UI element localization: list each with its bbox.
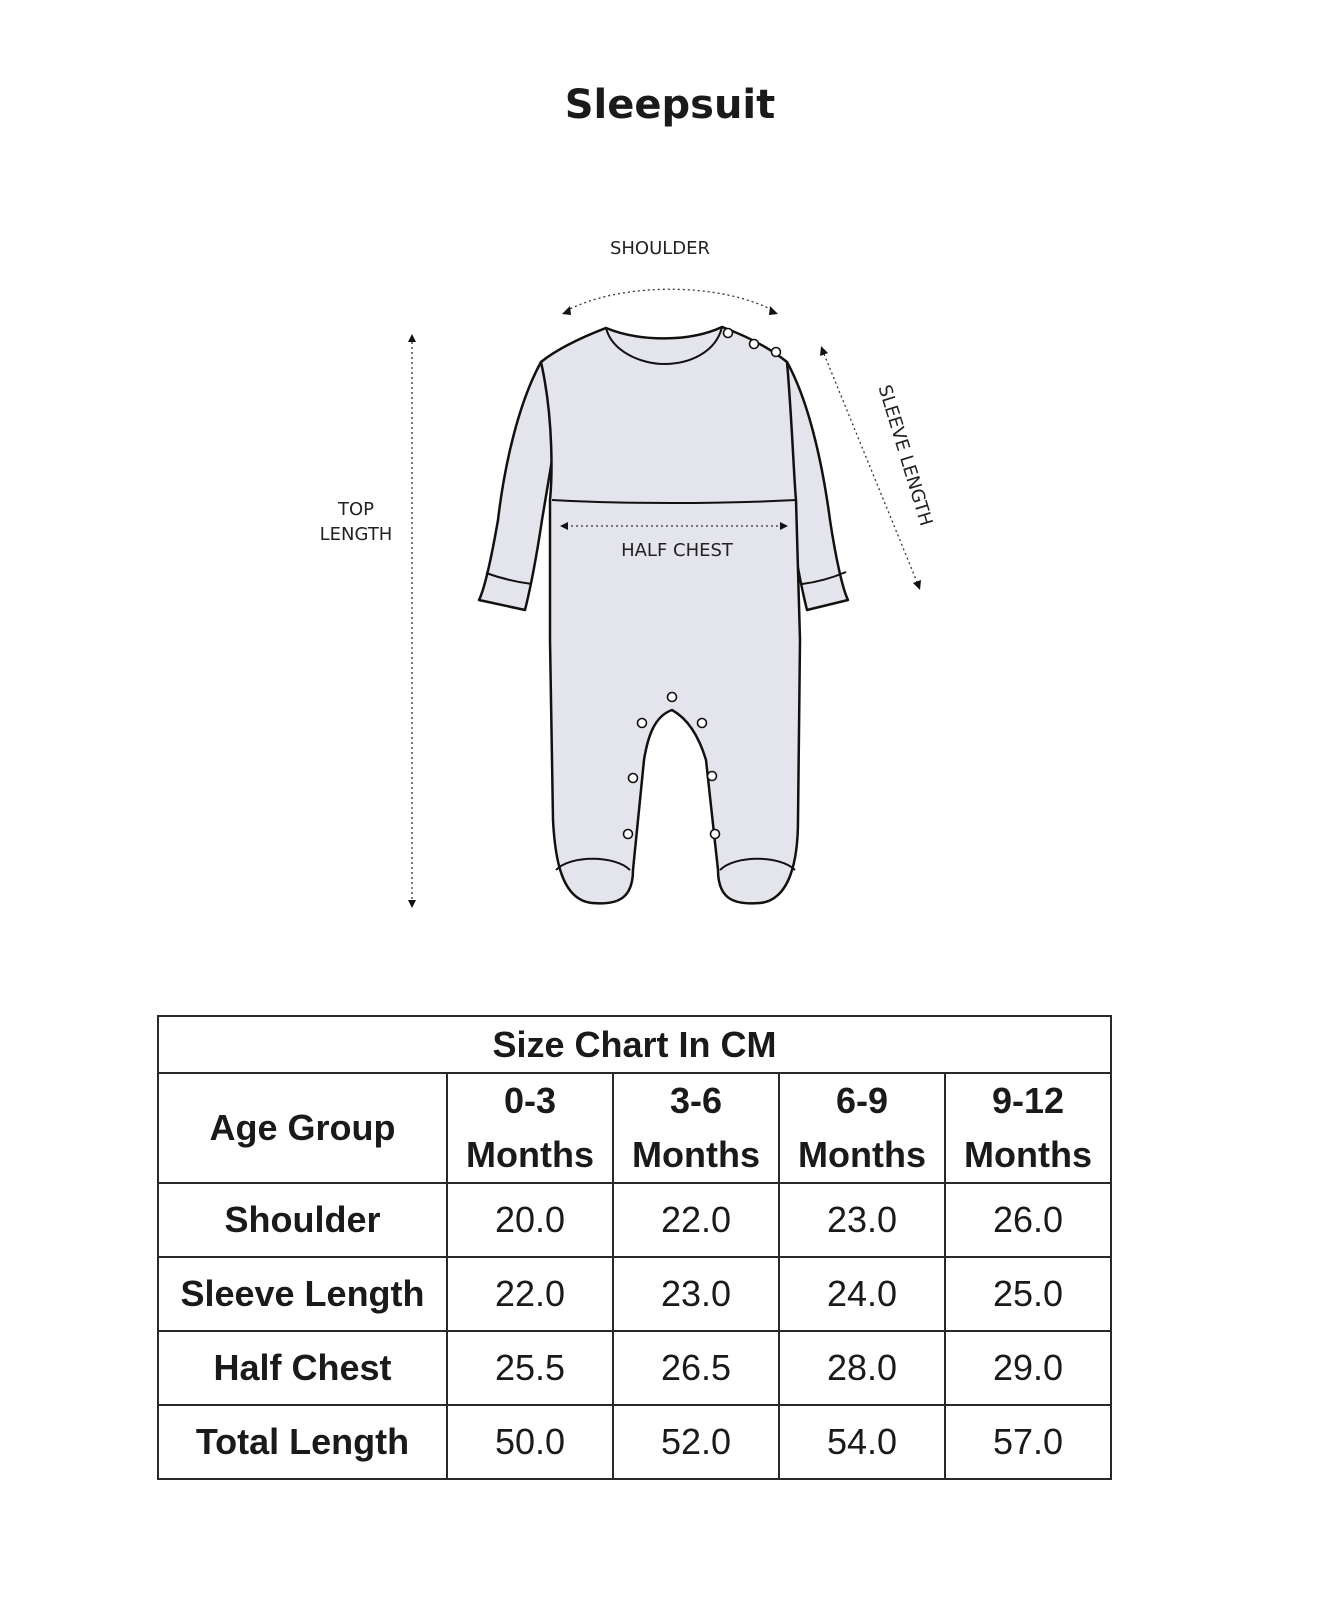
table-cell: 54.0 [779,1405,945,1479]
column-header [779,1073,945,1183]
table-cell: 25.0 [945,1257,1111,1331]
table-header-row [158,1073,1111,1183]
shoulder-arrow [562,289,778,315]
table-row [158,1257,1111,1331]
table-row [158,1183,1111,1257]
age-group-header: Age Group [158,1073,447,1183]
size-chart-table [157,1015,1112,1480]
table-cell: 24.0 [779,1257,945,1331]
table-cell: 22.0 [613,1183,779,1257]
table-cell: 23.0 [779,1183,945,1257]
sleepsuit-body [541,327,800,903]
table-cell: 22.0 [447,1257,613,1331]
top-length-arrow [408,334,416,908]
sleeve-length-label: SLEEVE LENGTH [873,382,937,529]
half-chest-label: HALF CHEST [621,540,733,561]
column-header-unit: Months [964,1134,1092,1175]
column-header [447,1073,613,1183]
table-row [158,1331,1111,1405]
column-header-age: 6-9 [835,1080,889,1121]
row-label: Total Length [158,1405,447,1479]
shoulder-label: SHOULDER [609,238,711,259]
table-row [158,1405,1111,1479]
row-label: Shoulder [158,1183,447,1257]
column-header [613,1073,779,1183]
top-length-label-line1: TOP [337,499,375,520]
table-cell: 25.5 [447,1331,613,1405]
top-length-label-line2: LENGTH [319,524,393,545]
column-header-unit: Months [798,1134,926,1175]
column-header [945,1073,1111,1183]
column-header-unit: Months [632,1134,760,1175]
table-cell: 57.0 [945,1405,1111,1479]
table-cell: 52.0 [613,1405,779,1479]
row-label: Half Chest [158,1331,447,1405]
top-length-label [310,497,402,547]
row-label: Sleeve Length [158,1257,447,1331]
table-cell: 29.0 [945,1331,1111,1405]
column-header-unit: Months [466,1134,594,1175]
table-cell: 50.0 [447,1405,613,1479]
table-cell: 26.0 [945,1183,1111,1257]
table-cell: 26.5 [613,1331,779,1405]
column-header-age: 0-3 [503,1080,557,1121]
column-header-age: 9-12 [991,1080,1065,1121]
page-title: Sleepsuit [564,82,776,128]
table-cell: 28.0 [779,1331,945,1405]
column-header-age: 3-6 [669,1080,723,1121]
table-cell: 20.0 [447,1183,613,1257]
table-cell: 23.0 [613,1257,779,1331]
sleepsuit-garment [479,327,848,903]
size-chart-caption: Size Chart In CM [158,1016,1111,1073]
